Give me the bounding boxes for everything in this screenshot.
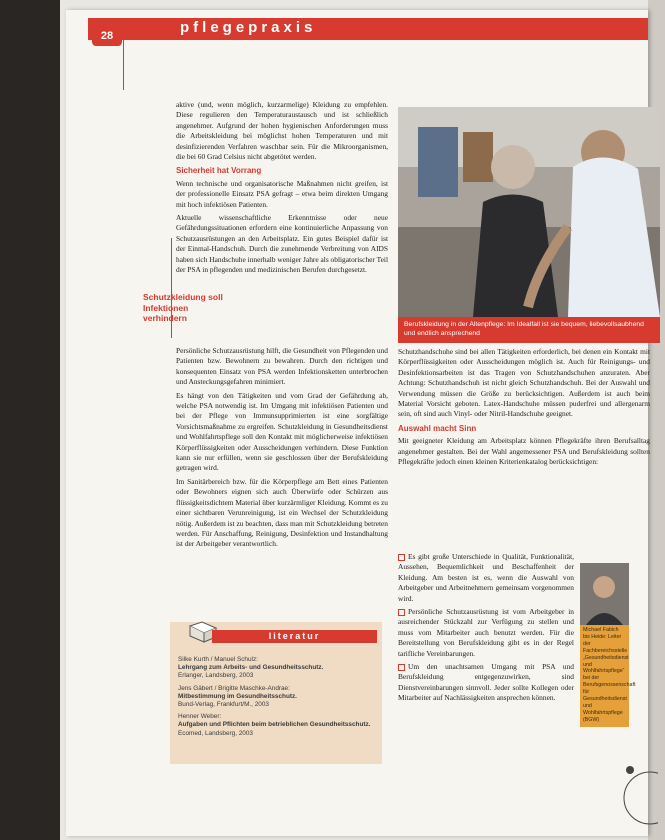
literature-heading: literatur <box>212 630 377 643</box>
lit-title: Lehrgang zum Arbeits- und Gesundheitsschutz. <box>178 664 324 672</box>
literature-item <box>178 685 378 710</box>
list-item-text: Um den unachtsamen Umgang mit PSA und Berufskleidung entgegenzuwirken, sind Dienstvereinbarungen sinnvoll. Jeder sollte Kollegen oder Mitarbeiter auf Nachlässigkeiten ansprechen können. <box>398 662 574 703</box>
checkbox-bullet-icon <box>398 609 405 616</box>
literature-item <box>178 656 378 681</box>
lit-title: Mitbestimmung im Gesundheitsschutz. <box>178 692 297 700</box>
list-item <box>398 552 574 604</box>
corner-seal-icon <box>620 760 658 830</box>
margin-rule <box>123 40 124 90</box>
lit-publisher: Erlanger, Landsberg, 2003 <box>178 672 254 680</box>
lit-author: Silke Kurth / Manuel Schulz: <box>178 656 258 663</box>
author-portrait <box>580 563 629 625</box>
literature-list <box>178 656 378 742</box>
portrait-caption: Michael Fabich bis Heide: Leiter der Fachbereichsstelle „Gesundheitsdienst und Wohlfahrtspflege“ bei der Berufsgenossenschaft für Gesundheitsdienst und Wohlfahrtspflege (BGW) <box>580 625 629 727</box>
pull-quote: Schutzkleidung soll Infektionen verhindern <box>143 292 223 323</box>
bullet-list <box>398 552 574 707</box>
left-column-lower <box>176 346 388 553</box>
right-column <box>398 347 650 470</box>
left-column <box>176 100 388 279</box>
lit-author: Henner Weber: <box>178 713 222 721</box>
photo-caption: Berufskleidung in der Altenpflege: Im Idealfall ist sie bequem, liebevollsaubhend und endlich ansprechend <box>398 317 660 343</box>
lit-author: Jens Gäbert / Brigitte Maschke-Andrae: <box>178 684 290 692</box>
page-number: 28 <box>92 26 122 46</box>
lit-title: Aufgaben und Pflichten beim betrieblichen Gesundheitsschutz. <box>178 721 371 729</box>
lit-publisher: Bund-Verlag, Frankfurt/M., 2003 <box>178 701 269 709</box>
paragraph: Schutzhandschuhe sind bei allen Tätigkeiten erforderlich, bei denen ein Kontakt mit Körperflüssigkeiten oder Ausscheidungen möglich ist. Auch für Reinigungs- und Desinfektionsarbeiten ist das Tragen von Schutzhandschuhen anzuraten. Aber Achtung: Schutzhandschuh ist nicht gleich Schutzhandschuh. Bei der Auswahl und Verwendung müssen die Größe zu berücksichtigen. Außerdem ist auch beim Material Vorsicht geboten. Latex-Handschuhe müssen puderfrei und allergenarm sein, oft sind auch Vinyl- oder Nitril-Handschuhe geeignet. <box>398 347 650 419</box>
magazine-title: pflegepraxis <box>180 19 317 36</box>
nurse-photo <box>398 107 660 317</box>
paragraph: Aktuelle wissenschaftliche Erkenntnisse oder neue Gefährdungssituationen erfordern eine kontinuierliche Anpassung von Schutzausrüstungen an den Arbeitsplatz. Ein gutes Beispiel dafür ist der Einmal-Handschuh. Durch die zunehmende Verbreitung von AIDS haben sich Handschuhe innerhalb weniger Jahre als obligatorischer Teil der PSA in pflegenden und medizinischen Berufen durchgesetzt. <box>176 213 388 275</box>
list-item-text: Persönliche Schutzausrüstung ist vom Arbeitgeber in ausreichender Stückzahl zur Verfügung zu stellen und muss vom Mitarbeiter auch benutzt werden. Für die Bereitstellung von Berufskleidung gibt es in der Regel tarifliche Vereinbarungen. <box>398 607 574 658</box>
paragraph: Im Sanitärbereich bzw. für die Körperpflege am Bett eines Patienten oder Bewohners eignen sich auch Überwürfe oder Schürzen aus flüssigkeitsdichtem Material über kurzärmliger Kleidung. Kommt es zu einer sichtbaren Verunreinigung, ist ein Wechsel der Schutzkleidung nötig. Außerdem ist zu beachten, dass man mit Schutzkleidung betreten werden. Für Anschaffung, Reinigung, Desinfektion und Instandhaltung ist der Arbeitgeber verantwortlich. <box>176 476 388 549</box>
literature-item <box>178 713 378 738</box>
list-item <box>398 607 574 659</box>
header-bar <box>88 18 648 40</box>
portrait-illustration <box>580 563 629 625</box>
paragraph: Mit geeigneter Kleidung am Arbeitsplatz können Pflegekräfte ihren Berufsalltag angenehmer gestalten. Bei der Wahl angemessener PSA und Berufskleidung sollten Pflegekräfte jedoch einen kleinen Kriterienkatalog berücksichtigen: <box>398 436 650 467</box>
section-heading: Auswahl macht Sinn <box>398 423 477 433</box>
checkbox-bullet-icon <box>398 664 405 671</box>
paragraph: aktive (und, wenn möglich, kurzarmelige) Kleidung zu empfehlen. Diese regulieren den Temperaturaustausch und ist schließlich angenehmer. Aufgrund der hohen hygienischen Anforderungen muss die Arbeitskleidung bei möglichst hohen Temperaturen und mit desinfizierenden Verfahren waschbar sein. Für die Mikroorganismen, die bei 60 Grad Celsius nicht abgetötet werden. <box>176 100 388 162</box>
paragraph: Wenn technische und organisatorische Maßnahmen nicht greifen, ist der professionelle Einsatz PSA gefragt – etwa beim direkten Umgang mit hoch infektiösen Patienten. <box>176 178 388 209</box>
checkbox-bullet-icon <box>398 554 405 561</box>
lit-publisher: Ecomed, Landsberg, 2003 <box>178 729 253 737</box>
photo-illustration <box>398 107 660 317</box>
list-item-text: Es gibt große Unterschiede in Qualität, Funktionalität, Aussehen, Bequemlichkeit und Beschaffenheit der Kleidung. Am besten ist es, wenn die Auswahl von Arbeitgeber und Arbeitnehmern gemeinsam vorgenommen wird. <box>398 552 574 603</box>
paragraph: Persönliche Schutzausrüstung hilft, die Gesundheit von Pflegenden und Patienten bzw. Bewohnern zu bewahren. Durch den richtigen und konsequenten Einsatz von PSA werden Infektionsketten unterbrochen und Ansteckungsgefahren minimiert. <box>176 346 388 387</box>
list-item <box>398 662 574 704</box>
section-heading: Sicherheit hat Vorrang <box>176 166 262 176</box>
paragraph: Es hängt von den Tätigkeiten und vom Grad der Gefährdung ab, welche PSA notwendig ist. Im Umgang mit infektiösen Patienten und bei der Pflege von Immunsupprimierten ist eine sorgfältige Vorsichtsmaßnahme zu ergreifen. Schutzkleidung in Gesundheitsdienst und Wohlfahrtspflege soll den Kontakt mit möglicherweise infektiösen Körperflüssigkeiten oder Ausscheidungen verhindern. Diese Funktion kann sie nur erfüllen, wenn sie geschlossen über der Berufskleidung getragen wird. <box>176 390 388 473</box>
scan-border-left <box>0 0 60 840</box>
